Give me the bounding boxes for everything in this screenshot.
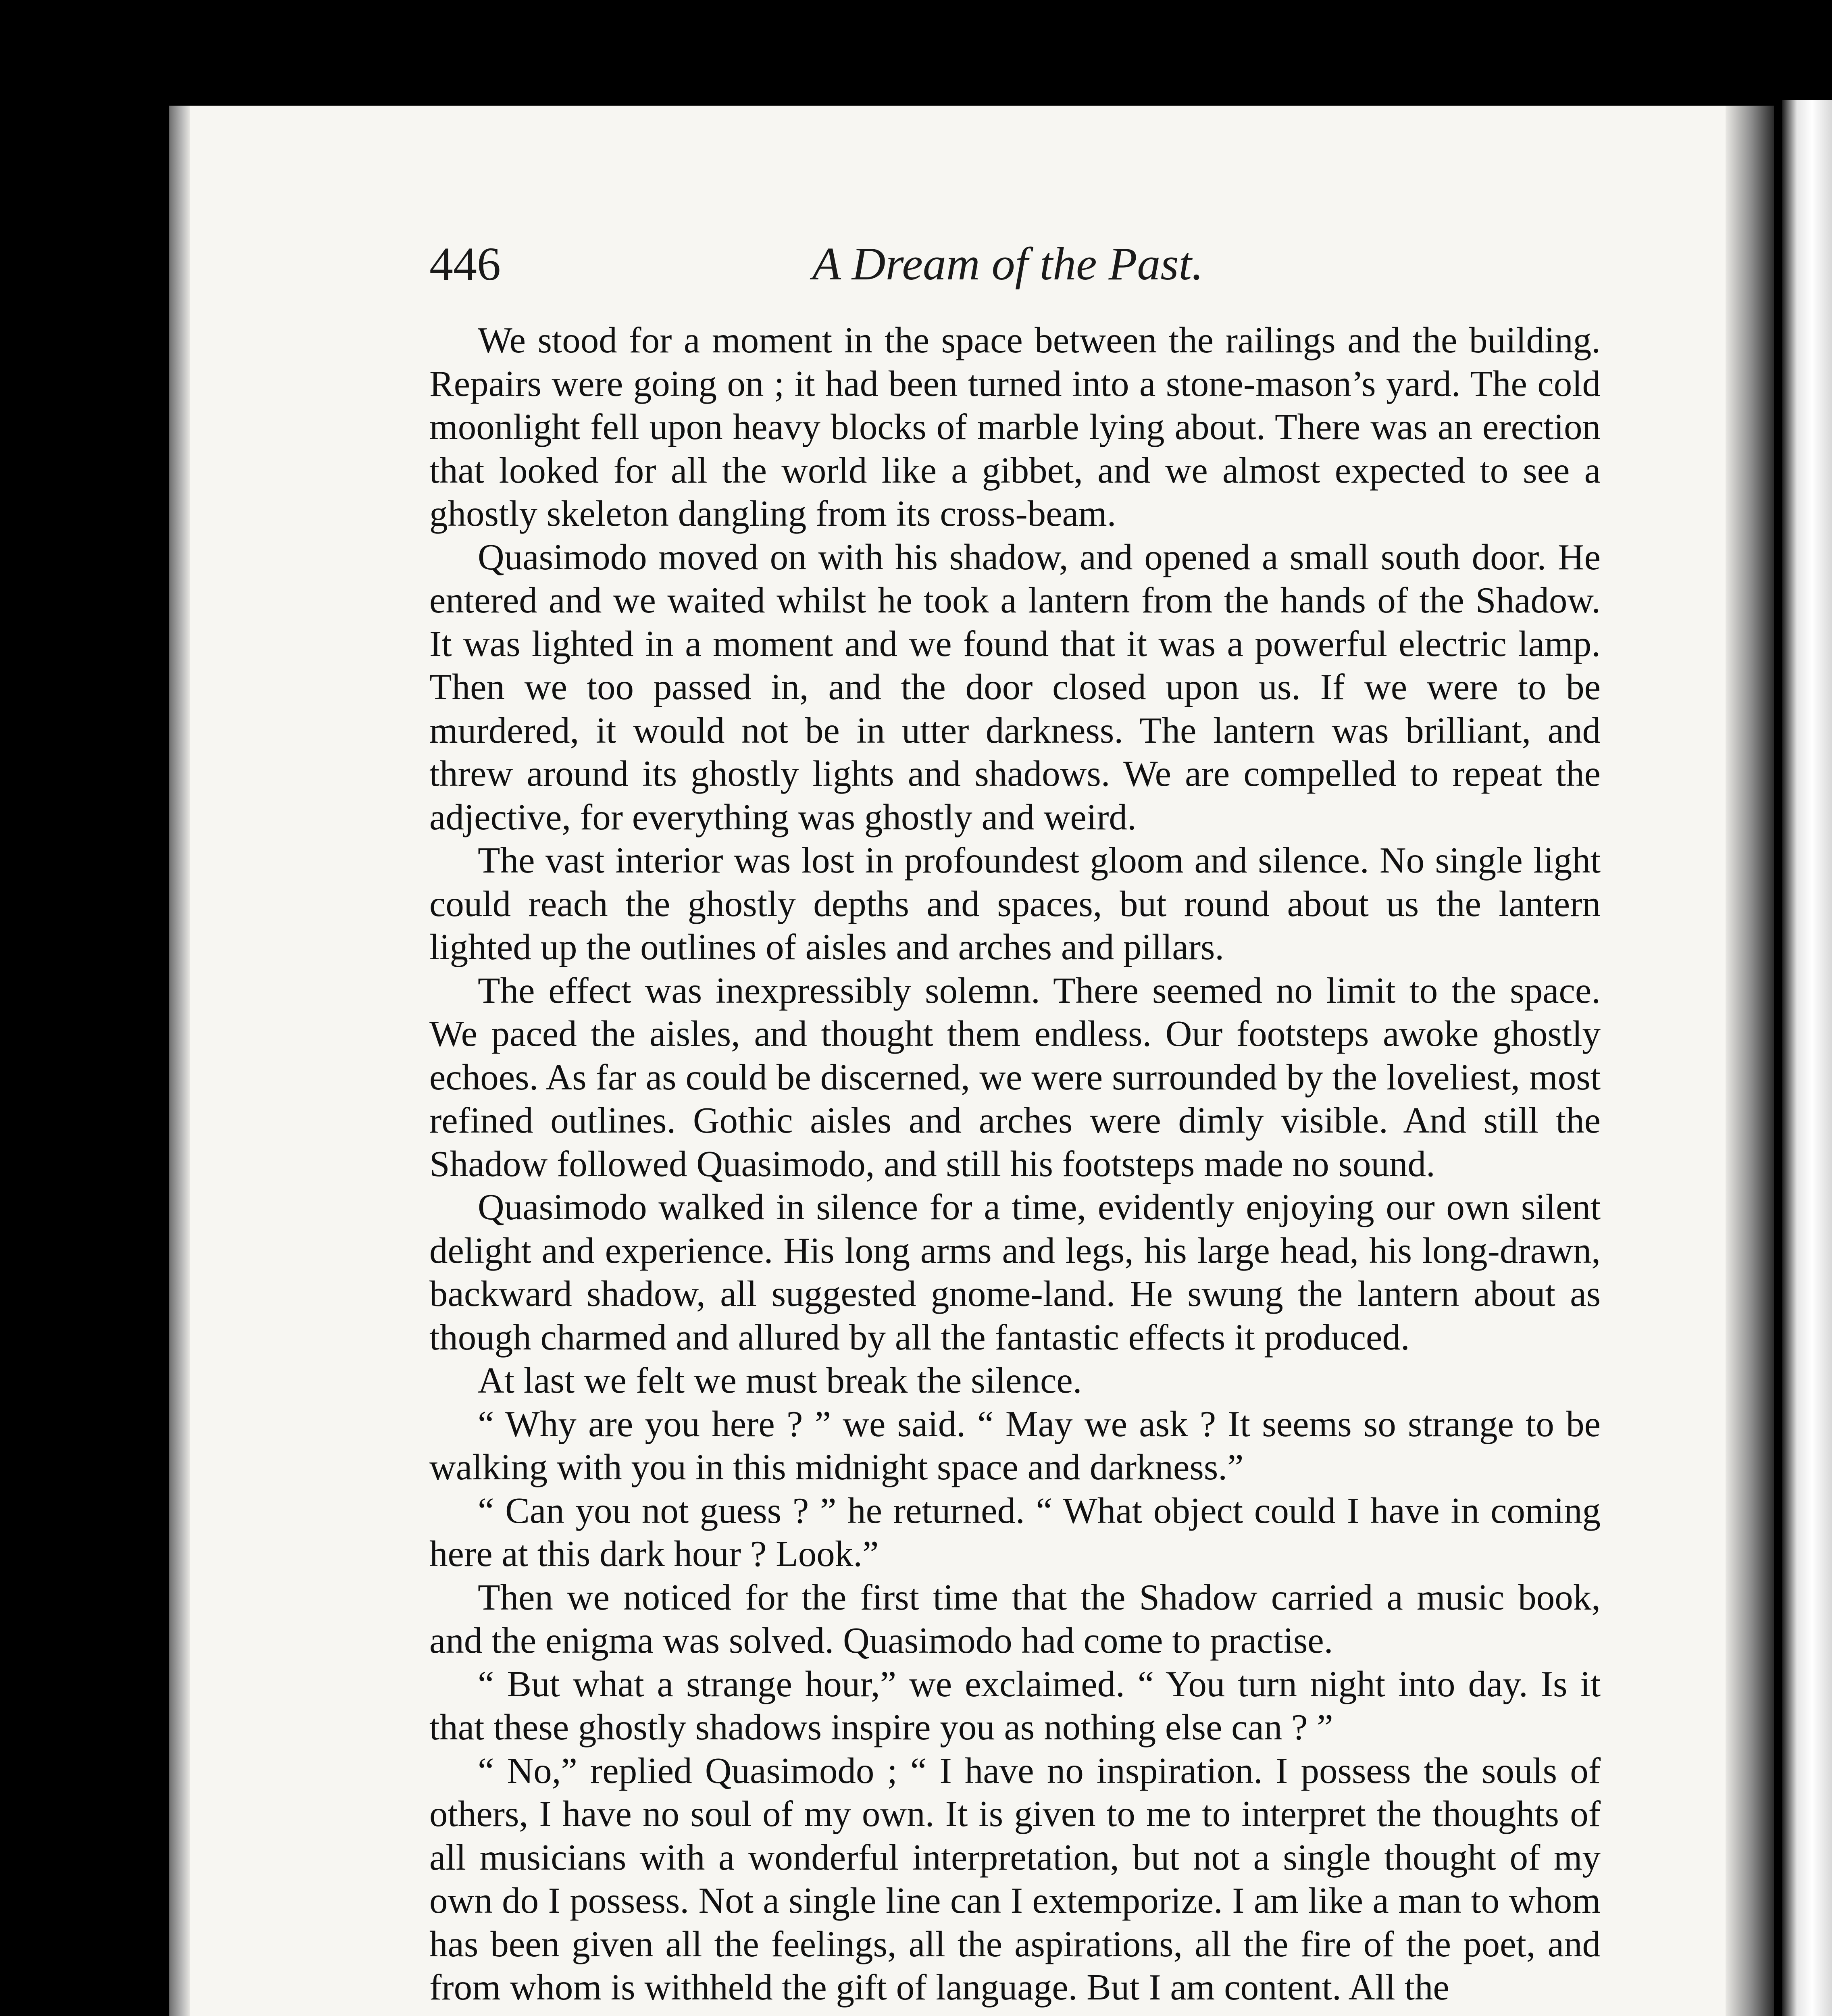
paragraph: Quasimodo walked in silence for a time, evidently enjoying our own silent delight and experience. His long arms and legs, his large head, his long-drawn, backward shadow, all suggested gnome-land. He swung the lantern about as though charmed and allured by all the fantastic effects it produced. bbox=[429, 1187, 1601, 1358]
paragraph: “ Why are you here ? ” we said. “ May we ask ? It seems so strange to be walking with you in this midnight space and darkness.” bbox=[429, 1403, 1601, 1487]
facing-page-edge bbox=[1782, 100, 1832, 2016]
paragraph: The vast interior was lost in profoundest gloom and silence. No single light could reach the ghostly depths and spaces, but round about us the lantern lighted up the outlines of aisles and arches and pillars. bbox=[429, 840, 1601, 967]
paragraph: The effect was inexpressibly solemn. There seemed no limit to the space. We paced the aisles, and thought them endless. Our footsteps awoke ghostly echoes. As far as could be discerned, we were surrounded by the loveliest, most refined outlines. Gothic aisles and arches were dimly visible. And still the Shadow followed Quasimodo, and still his footsteps made no sound. bbox=[429, 970, 1601, 1184]
body-text bbox=[429, 319, 1601, 2009]
paragraph: At last we felt we must break the silence. bbox=[478, 1360, 1082, 1401]
paragraph: “ No,” replied Quasimodo ; “ I have no inspiration. I possess the souls of others, I have no soul of my own. It is given to me to interpret the thoughts of all musicians with a wonderful interpretation, but not a single thought of my own do I possess. Not a single line can I extemporize. I am like a man to whom has been given all the feelings, all the aspirations, all the fire of the poet, and from whom is withheld the gift of language. But I am content. All the bbox=[429, 1750, 1601, 2008]
paragraph: Quasimodo moved on with his shadow, and opened a small south door. He entered and we waited whilst he took a lantern from the hands of the Shadow. It was lighted in a moment and we found that it was a powerful electric lamp. Then we too passed in, and the door closed upon us. If we were to be murdered, it would not be in utter darkness. The lantern was brilliant, and threw around its ghostly lights and shadows. We are compelled to repeat the adjective, for everything was ghostly and weird. bbox=[429, 536, 1601, 837]
paragraph: We stood for a moment in the space between the railings and the building. Repairs were going on ; it had been turned into a stone-mason’s yard. The cold moonlight fell upon heavy blocks of marble lying about. There was an erection that looked for all the world like a gibbet, and we almost expected to see a ghostly skeleton dangling from its cross-beam. bbox=[429, 320, 1601, 534]
paragraph: “ Can you not guess ? ” he returned. “ What object could I have in coming here at this dark hour ? Look.” bbox=[429, 1490, 1601, 1574]
running-head bbox=[429, 234, 1601, 294]
paragraph: Then we noticed for the first time that the Shadow carried a music book, and the enigma was solved. Quasimodo had come to practise. bbox=[429, 1577, 1601, 1661]
running-title: A Dream of the Past. bbox=[812, 238, 1203, 290]
page-binding-shadow bbox=[169, 106, 190, 2016]
page-edge-shadow bbox=[1726, 106, 1774, 2016]
page-number: 446 bbox=[429, 237, 501, 290]
paragraph: “ But what a strange hour,” we exclaimed. “ You turn night into day. Is it that these ghostly shadows inspire you as nothing else can ? ” bbox=[429, 1663, 1601, 1747]
